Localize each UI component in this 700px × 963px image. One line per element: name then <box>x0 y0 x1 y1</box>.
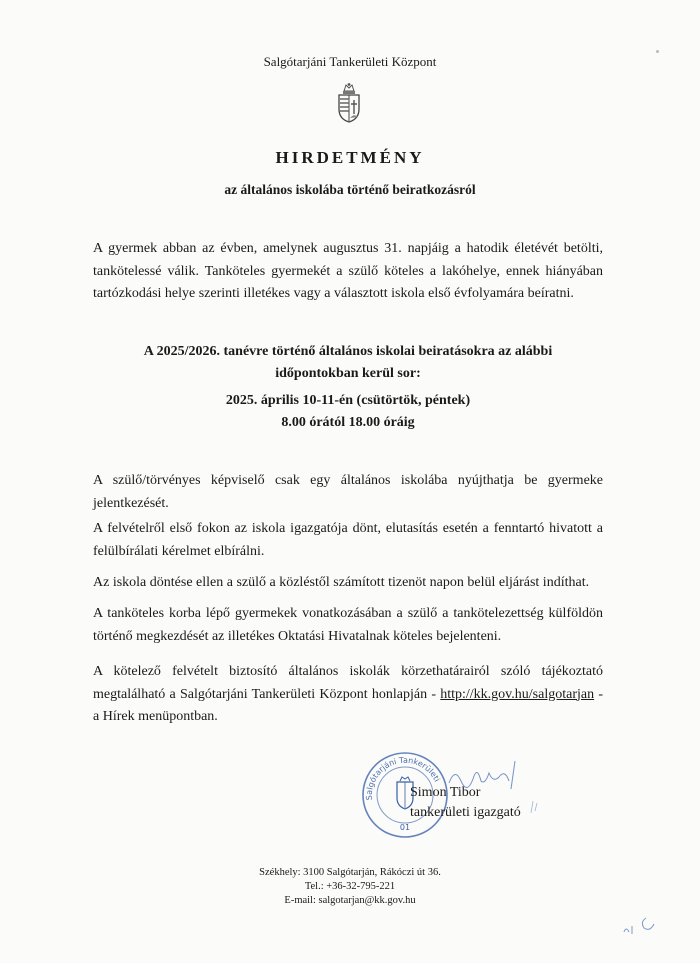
footer-address: Székhely: 3100 Salgótarján, Rákóczi út 36. <box>259 867 441 878</box>
notice-title: HIRDETMÉNY <box>275 148 425 167</box>
schedule-time: 8.00 órától 18.00 óráig <box>281 415 415 430</box>
signatory-role: tankerületi igazgató <box>410 805 521 820</box>
footer-email: E-mail: salgotarjan@kk.gov.hu <box>284 895 416 906</box>
stamp-number: 01 <box>399 823 411 832</box>
stamp-text: Salgótarjáni Tankerületi <box>364 755 442 801</box>
footer-contact <box>0 866 700 908</box>
signatory <box>410 783 521 823</box>
decision-paragraph: A felvételről első fokon az iskola igazgatója dönt, elutasítás esetén a fenntartó hivatott a felülbírálati kérelmet elbírálni. <box>93 521 603 559</box>
notice-subtitle: az általános iskolába történő beiratkozásról <box>224 182 476 197</box>
footer-phone: Tel.: +36-32-795-221 <box>304 881 396 892</box>
handwritten-page-mark <box>620 912 660 938</box>
info-text: A kötelező felvételt biztosító általános iskolák körzethatárairól szóló tájékoztató megtalálható a Salgótarjáni Tankerületi Központ honlapján - <box>93 664 603 702</box>
hungarian-coat-of-arms-icon <box>334 82 364 124</box>
schedule-details <box>93 390 603 434</box>
schedule-heading-line2: időpontokban kerül sor: <box>275 366 421 381</box>
one-school-paragraph: A szülő/törvényes képviselő csak egy általános iskolába nyújthatja be gyermeke jelentkezését. <box>93 473 603 511</box>
organization-name: Salgótarjáni Tankerületi Központ <box>263 54 437 69</box>
info-suffix: - a Hírek menüpontban. <box>93 686 603 724</box>
intro-paragraph: A gyermek abban az évben, amelynek augusztus 31. napjáig a hatodik életévét betölti, tankötelessé válik. Tanköteles gyermekét a szülő köteles a lakóhelye, ennek hiányában tartózkodási helye szerinti illetékes vagy a választott iskola első évfolyamára beíratni. <box>93 241 603 301</box>
schedule-heading <box>93 341 603 385</box>
abroad-paragraph: A tanköteles korba lépő gyermekek vonatkozásában a szülő a tankötelezettség külföldön történő megkezdését az illetékes Oktatási Hivatalnak köteles bejelenteni. <box>93 606 603 644</box>
scan-dot <box>656 50 659 53</box>
website-link[interactable]: http://kk.gov.hu/salgotarjan <box>440 686 595 702</box>
appeal-paragraph: Az iskola döntése ellen a szülő a közléstől számított tizenöt napon belül eljárást indíthat. <box>93 575 590 590</box>
schedule-date: 2025. április 10-11-én (csütörtök, péntek) <box>225 393 471 408</box>
info-paragraph <box>93 661 603 729</box>
signatory-name: Simon Tibor <box>410 785 481 800</box>
schedule-heading-line1: A 2025/2026. tanévre történő általános iskolai beiratásokra az alábbi <box>143 344 553 359</box>
